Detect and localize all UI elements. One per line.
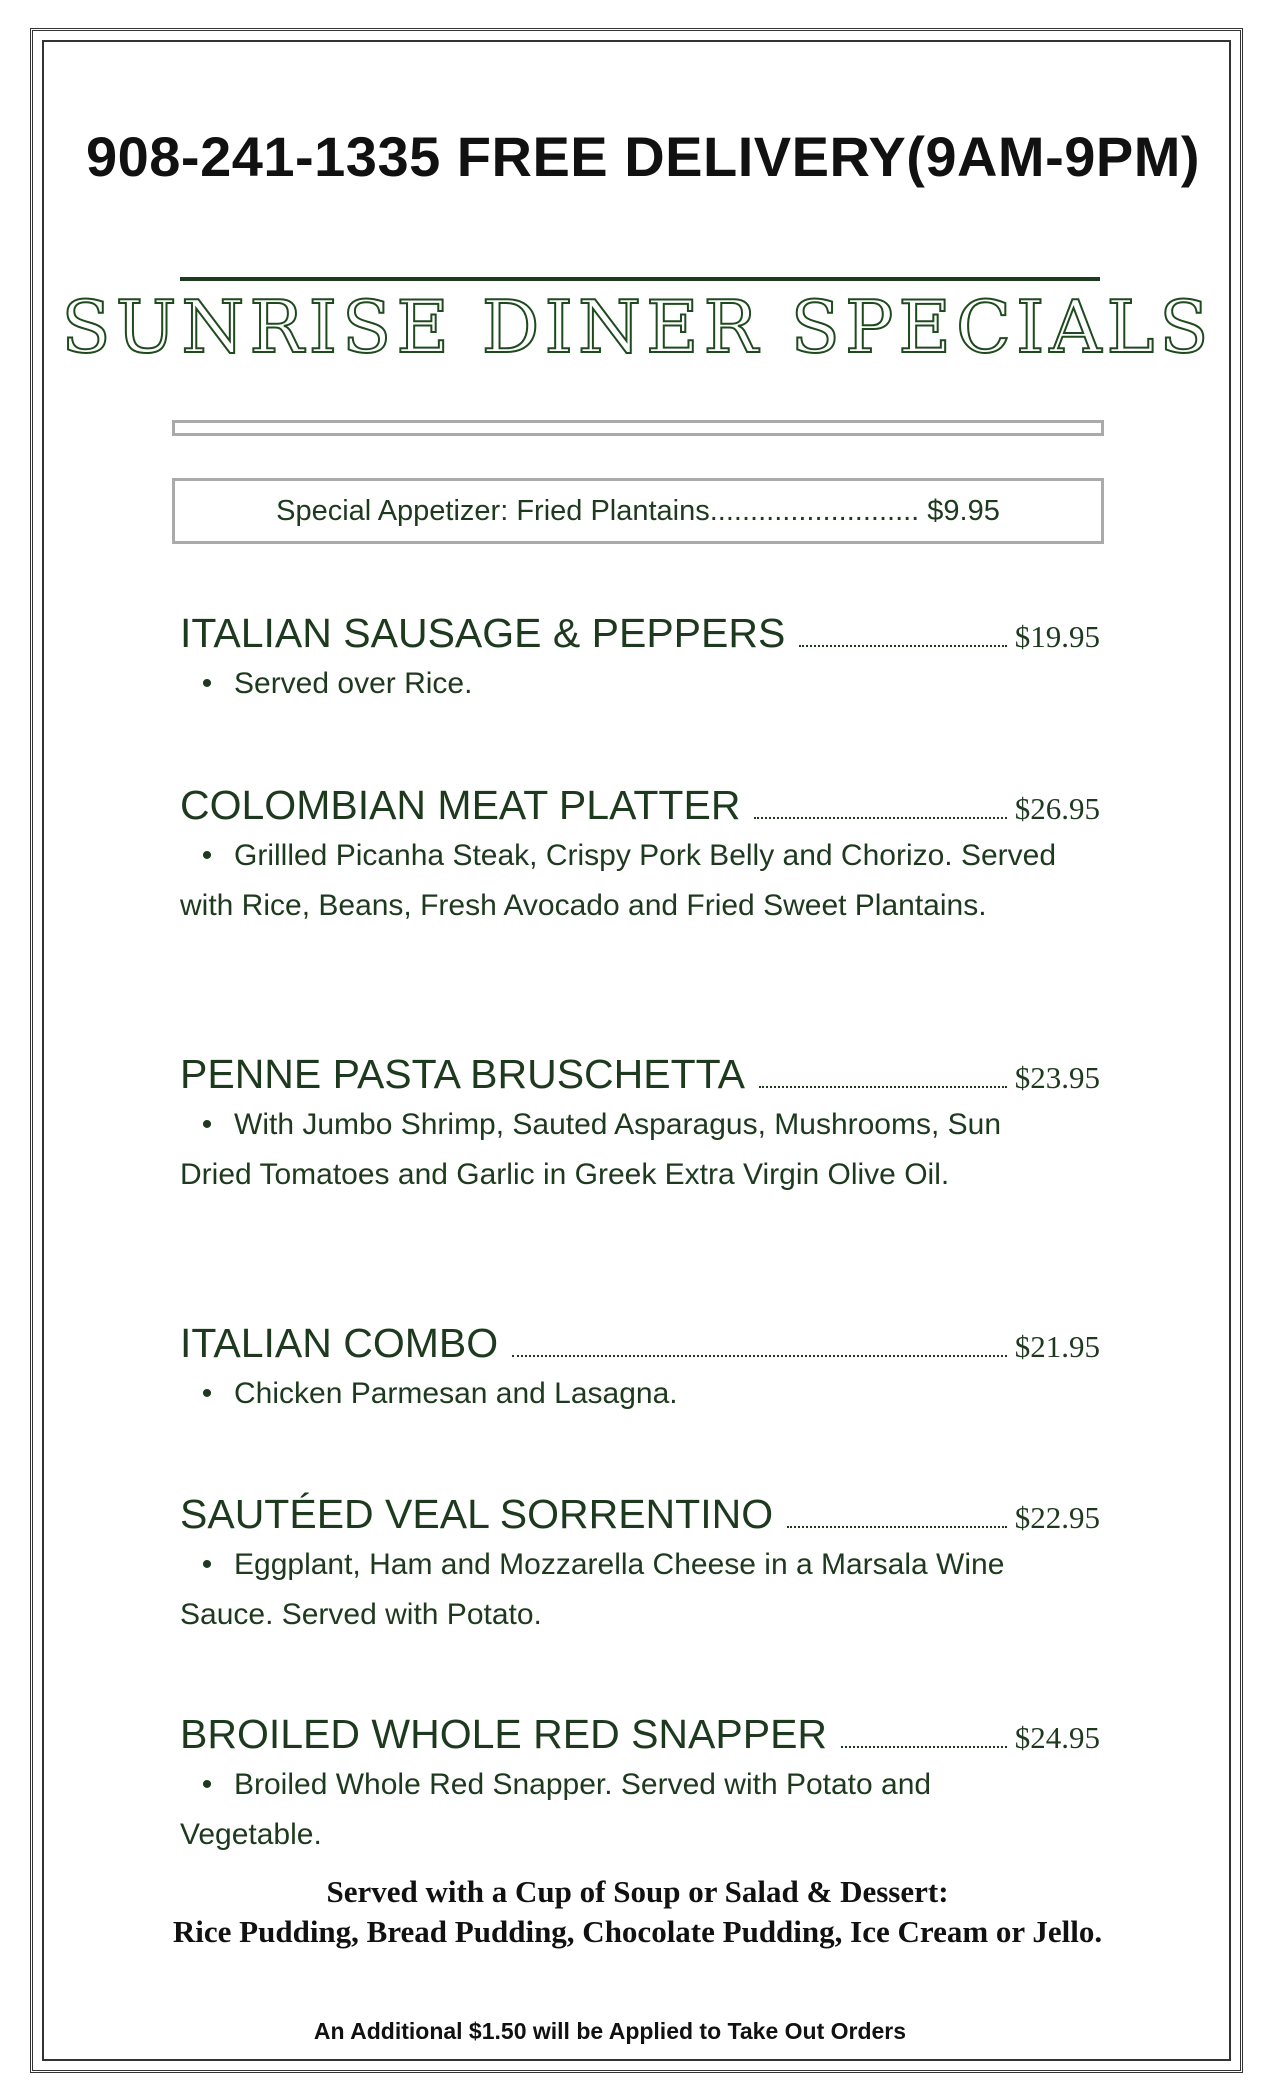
served-line-1: Served with a Cup of Soup or Salad & Dessert: xyxy=(326,1874,949,1909)
item-description: • Eggplant, Ham and Mozzarella Cheese in a Marsala Wine Sauce. Served with Potato. xyxy=(180,1540,1060,1640)
phone-delivery-line: 908-241-1335 FREE DELIVERY(9AM-9PM) xyxy=(86,125,1201,188)
special-appetizer-box xyxy=(172,478,1104,544)
menu-title: SUNRISE DINER SPECIALS xyxy=(61,285,1214,369)
special-appetizer-text: Special Appetizer: Fried Plantains.......................... $9.95 xyxy=(276,495,1000,527)
item-name: COLOMBIAN MEAT PLATTER xyxy=(180,782,741,828)
served-line-2: Rice Pudding, Bread Pudding, Chocolate Pudding, Ice Cream or Jello. xyxy=(172,1914,1103,1949)
top-divider xyxy=(180,277,1100,281)
item-description: • Served over Rice. xyxy=(180,659,1060,709)
item-description: • Chicken Parmesan and Lasagna. xyxy=(180,1369,1060,1419)
bullet-icon: • xyxy=(201,839,213,872)
takeout-note: An Additional $1.50 will be Applied to Take Out Orders xyxy=(313,2018,907,2044)
menu-item xyxy=(180,782,1100,931)
menu-item xyxy=(180,1491,1100,1640)
item-name: PENNE PASTA BRUSCHETTA xyxy=(180,1051,745,1097)
bullet-icon: • xyxy=(201,1768,213,1801)
item-name: BROILED WHOLE RED SNAPPER xyxy=(180,1711,828,1757)
item-name: ITALIAN SAUSAGE & PEPPERS xyxy=(180,610,786,656)
bullet-icon: • xyxy=(201,667,213,700)
leader-dots xyxy=(754,817,1006,819)
bullet-icon: • xyxy=(201,1108,213,1141)
leader-dots xyxy=(799,645,1006,647)
item-description: • With Jumbo Shrimp, Sauted Asparagus, Mushrooms, Sun Dried Tomatoes and Garlic in Greek Extra Virgin Olive Oil. xyxy=(180,1100,1060,1200)
leader-dots xyxy=(841,1746,1007,1748)
item-price: $21.95 xyxy=(1014,1329,1100,1364)
item-price: $26.95 xyxy=(1014,791,1100,826)
menu-item xyxy=(180,1711,1100,1860)
bullet-icon: • xyxy=(201,1377,213,1410)
item-price: $24.95 xyxy=(1014,1720,1100,1755)
menu-item xyxy=(180,1051,1100,1200)
menu-item xyxy=(180,1320,1100,1419)
item-price: $22.95 xyxy=(1014,1500,1100,1535)
leader-dots xyxy=(759,1086,1007,1088)
item-price: $19.95 xyxy=(1014,619,1100,654)
leader-dots xyxy=(787,1526,1007,1528)
served-with-note xyxy=(0,1872,1275,1952)
title-divider-box xyxy=(172,420,1104,436)
leader-dots xyxy=(512,1355,1007,1357)
bullet-icon: • xyxy=(201,1548,213,1581)
menu-item xyxy=(180,610,1100,709)
item-price: $23.95 xyxy=(1014,1060,1100,1095)
item-description: • Grillled Picanha Steak, Crispy Pork Belly and Chorizo. Served with Rice, Beans, Fresh Avocado and Fried Sweet Plantains. xyxy=(180,831,1060,931)
item-description: • Broiled Whole Red Snapper. Served with Potato and Vegetable. xyxy=(180,1760,1060,1860)
item-name: ITALIAN COMBO xyxy=(180,1320,499,1366)
item-name: SAUTÉED VEAL SORRENTINO xyxy=(180,1491,774,1537)
